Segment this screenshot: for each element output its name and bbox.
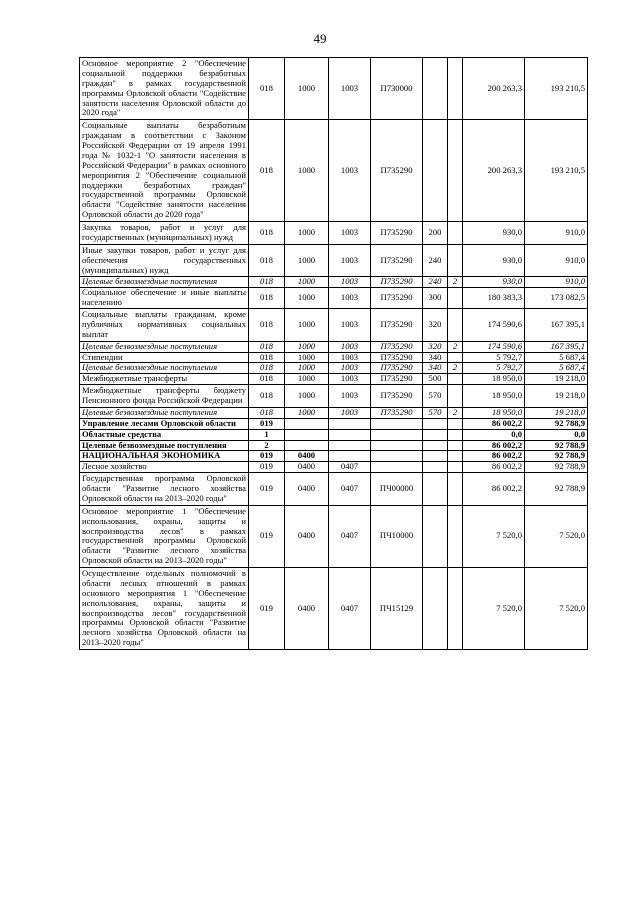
- amount-first: 930,0: [463, 222, 525, 245]
- amount-first: 200 263,3: [463, 58, 525, 120]
- amount-second: 19 218,0: [525, 374, 588, 385]
- expense-type: 240: [423, 277, 448, 288]
- source-code: [448, 288, 463, 309]
- source-code: [448, 505, 463, 567]
- amount-first: 5 792,7: [463, 352, 525, 363]
- source-code: [448, 222, 463, 245]
- table-row: [80, 407, 588, 418]
- admin-code: 019: [249, 462, 285, 473]
- expense-type: 300: [423, 288, 448, 309]
- expense-type: [423, 473, 448, 506]
- amount-second: 910,0: [525, 222, 588, 245]
- subsection-code: 1003: [329, 341, 371, 352]
- admin-code: 018: [249, 222, 285, 245]
- row-name: Целевые безвозмездные поступления: [80, 440, 249, 451]
- amount-second: 7 520,0: [525, 568, 588, 650]
- section-code: 1000: [285, 58, 329, 120]
- section-code: [285, 418, 329, 429]
- expense-type: [423, 505, 448, 567]
- expense-type: 320: [423, 341, 448, 352]
- expense-type: 340: [423, 363, 448, 374]
- subsection-code: 1003: [329, 309, 371, 342]
- expense-type: 570: [423, 385, 448, 408]
- row-name: Основное мероприятие 2 "Обеспечение социальной поддержки безработных граждан" в рамках государственной программы Орловской области "Содействие занятости населения Орловской области до 2020 года": [80, 58, 249, 120]
- source-code: [448, 352, 463, 363]
- target-code: П730000: [371, 58, 423, 120]
- target-code: П735290: [371, 341, 423, 352]
- amount-first: 174 590,6: [463, 309, 525, 342]
- target-code: ПЧ10000: [371, 505, 423, 567]
- source-code: [448, 462, 463, 473]
- section-code: 1000: [285, 374, 329, 385]
- amount-first: 930,0: [463, 277, 525, 288]
- amount-second: 193 210,5: [525, 58, 588, 120]
- target-code: ПЧ00000: [371, 473, 423, 506]
- admin-code: 018: [249, 58, 285, 120]
- amount-first: 930,0: [463, 244, 525, 277]
- section-code: 0400: [285, 473, 329, 506]
- expense-type: 500: [423, 374, 448, 385]
- section-code: 1000: [285, 222, 329, 245]
- expense-type: [423, 462, 448, 473]
- admin-code: 019: [249, 418, 285, 429]
- subsection-code: 1003: [329, 288, 371, 309]
- admin-code: 1: [249, 429, 285, 440]
- amount-second: 0,0: [525, 429, 588, 440]
- source-code: [448, 568, 463, 650]
- section-code: 1000: [285, 277, 329, 288]
- row-name: Закупка товаров, работ и услуг для государственных (муниципальных) нужд: [80, 222, 249, 245]
- target-code: П735290: [371, 277, 423, 288]
- admin-code: 019: [249, 568, 285, 650]
- section-code: 1000: [285, 244, 329, 277]
- row-name: Управление лесами Орловской области: [80, 418, 249, 429]
- amount-second: 92 788,9: [525, 418, 588, 429]
- amount-second: 19 218,0: [525, 385, 588, 408]
- subsection-code: 1003: [329, 222, 371, 245]
- expense-type: [423, 568, 448, 650]
- target-code: П735290: [371, 352, 423, 363]
- expense-type: [423, 120, 448, 222]
- section-code: 0400: [285, 505, 329, 567]
- expense-type: 240: [423, 244, 448, 277]
- amount-first: 200 263,3: [463, 120, 525, 222]
- row-name: Иные закупки товаров, работ и услуг для обеспечения государственных (муниципальных) нужд: [80, 244, 249, 277]
- admin-code: 018: [249, 352, 285, 363]
- target-code: [371, 429, 423, 440]
- target-code: П735290: [371, 288, 423, 309]
- table-row: [80, 385, 588, 408]
- expense-type: [423, 451, 448, 462]
- table-row: [80, 352, 588, 363]
- row-name: Социальные выплаты гражданам, кроме публичных нормативных социальных выплат: [80, 309, 249, 342]
- amount-second: 167 395,1: [525, 309, 588, 342]
- section-code: 1000: [285, 309, 329, 342]
- target-code: [371, 451, 423, 462]
- row-name: Социальные выплаты безработным гражданам в соответствии с Законом Российской Федерации от 19 апреля 1991 года № 1032-1 "О занятости населения в Российской Федерации" в рамках основного мероприятия 2 "Обеспечение социальной поддержки безработных граждан" государственной программы Орловской области "Содействие занятости населения Орловской области до 2020 года": [80, 120, 249, 222]
- expense-type: 320: [423, 309, 448, 342]
- table-row: [80, 222, 588, 245]
- amount-first: 7 520,0: [463, 505, 525, 567]
- subsection-code: [329, 451, 371, 462]
- target-code: [371, 462, 423, 473]
- target-code: П735290: [371, 374, 423, 385]
- amount-second: 193 210,5: [525, 120, 588, 222]
- source-code: 2: [448, 341, 463, 352]
- table-row: [80, 440, 588, 451]
- admin-code: 018: [249, 309, 285, 342]
- section-code: 1000: [285, 120, 329, 222]
- admin-code: 018: [249, 385, 285, 408]
- row-name: Целевые безвозмездные поступления: [80, 363, 249, 374]
- expense-type: [423, 418, 448, 429]
- subsection-code: [329, 440, 371, 451]
- target-code: П735290: [371, 244, 423, 277]
- section-code: 1000: [285, 407, 329, 418]
- table-row: [80, 451, 588, 462]
- amount-second: 92 788,9: [525, 462, 588, 473]
- subsection-code: 1003: [329, 352, 371, 363]
- section-code: 0400: [285, 568, 329, 650]
- target-code: П735290: [371, 120, 423, 222]
- amount-second: 5 687,4: [525, 352, 588, 363]
- amount-first: 86 002,2: [463, 451, 525, 462]
- row-name: Межбюджетные трансферты: [80, 374, 249, 385]
- table-row: [80, 309, 588, 342]
- target-code: П735290: [371, 407, 423, 418]
- source-code: [448, 309, 463, 342]
- amount-first: 18 950,0: [463, 374, 525, 385]
- admin-code: 018: [249, 407, 285, 418]
- row-name: Целевые безвозмездные поступления: [80, 277, 249, 288]
- amount-second: 173 082,5: [525, 288, 588, 309]
- admin-code: 018: [249, 120, 285, 222]
- source-code: [448, 473, 463, 506]
- table-row: [80, 58, 588, 120]
- row-name: Основное мероприятие 1 "Обеспечение использования, охраны, защиты и воспроизводства лесов" в рамках государственной программы Орловской области "Развитие лесного хозяйства Орловской области на 2013–2020 годы": [80, 505, 249, 567]
- table-row: [80, 341, 588, 352]
- amount-first: 86 002,2: [463, 473, 525, 506]
- table-row: [80, 277, 588, 288]
- source-code: [448, 244, 463, 277]
- subsection-code: 1003: [329, 244, 371, 277]
- amount-second: 7 520,0: [525, 505, 588, 567]
- amount-second: 92 788,9: [525, 451, 588, 462]
- amount-second: 910,0: [525, 244, 588, 277]
- admin-code: 019: [249, 473, 285, 506]
- amount-first: 174 590,6: [463, 341, 525, 352]
- table-row: [80, 374, 588, 385]
- subsection-code: 1003: [329, 385, 371, 408]
- source-code: [448, 120, 463, 222]
- source-code: [448, 374, 463, 385]
- source-code: [448, 451, 463, 462]
- section-code: [285, 440, 329, 451]
- source-code: [448, 58, 463, 120]
- section-code: 0400: [285, 451, 329, 462]
- amount-second: 167 395,1: [525, 341, 588, 352]
- amount-first: 86 002,2: [463, 440, 525, 451]
- amount-first: 180 383,3: [463, 288, 525, 309]
- amount-first: 86 002,2: [463, 418, 525, 429]
- table-row: [80, 505, 588, 567]
- table-row: [80, 120, 588, 222]
- source-code: 2: [448, 277, 463, 288]
- expense-type: 200: [423, 222, 448, 245]
- table-row: [80, 288, 588, 309]
- row-name: Лесное хозяйство: [80, 462, 249, 473]
- admin-code: 018: [249, 277, 285, 288]
- table-row: [80, 244, 588, 277]
- subsection-code: 0407: [329, 462, 371, 473]
- expense-type: 570: [423, 407, 448, 418]
- amount-first: 7 520,0: [463, 568, 525, 650]
- row-name: НАЦИОНАЛЬНАЯ ЭКОНОМИКА: [80, 451, 249, 462]
- section-code: 1000: [285, 341, 329, 352]
- row-name: Осуществление отдельных полномочий в области лесных отношений в рамках основного мероприятия 1 "Обеспечение использования, охраны, защиты и воспроизводства лесов" государственной программы Орловской области "Развитие лесного хозяйства Орловской области на 2013–2020 годы": [80, 568, 249, 650]
- source-code: [448, 385, 463, 408]
- admin-code: 2: [249, 440, 285, 451]
- budget-table: [79, 57, 588, 650]
- target-code: [371, 418, 423, 429]
- row-name: Социальное обеспечение и иные выплаты населению: [80, 288, 249, 309]
- row-name: Целевые безвозмездные поступления: [80, 341, 249, 352]
- subsection-code: 1003: [329, 407, 371, 418]
- subsection-code: 1003: [329, 277, 371, 288]
- table-row: [80, 462, 588, 473]
- table-row: [80, 568, 588, 650]
- expense-type: [423, 440, 448, 451]
- table-row: [80, 418, 588, 429]
- target-code: П735290: [371, 309, 423, 342]
- admin-code: 018: [249, 363, 285, 374]
- table-row: [80, 429, 588, 440]
- subsection-code: 0407: [329, 568, 371, 650]
- section-code: 1000: [285, 288, 329, 309]
- amount-first: 86 002,2: [463, 462, 525, 473]
- table-row: [80, 473, 588, 506]
- subsection-code: 1003: [329, 120, 371, 222]
- amount-second: 19 218,0: [525, 407, 588, 418]
- section-code: 0400: [285, 462, 329, 473]
- section-code: 1000: [285, 352, 329, 363]
- source-code: [448, 440, 463, 451]
- row-name: Межбюджетные трансферты бюджету Пенсионного фонда Российской Федерации: [80, 385, 249, 408]
- source-code: 2: [448, 407, 463, 418]
- table-row: [80, 363, 588, 374]
- admin-code: 018: [249, 244, 285, 277]
- amount-second: 5 687,4: [525, 363, 588, 374]
- subsection-code: [329, 429, 371, 440]
- admin-code: 019: [249, 505, 285, 567]
- subsection-code: 0407: [329, 473, 371, 506]
- source-code: [448, 429, 463, 440]
- amount-first: 5 792,7: [463, 363, 525, 374]
- row-name: Стипендии: [80, 352, 249, 363]
- target-code: П735290: [371, 363, 423, 374]
- target-code: П735290: [371, 222, 423, 245]
- amount-first: 18 950,0: [463, 407, 525, 418]
- subsection-code: 1003: [329, 363, 371, 374]
- row-name: Областные средства: [80, 429, 249, 440]
- target-code: ПЧ15129: [371, 568, 423, 650]
- source-code: 2: [448, 363, 463, 374]
- subsection-code: 0407: [329, 505, 371, 567]
- subsection-code: 1003: [329, 374, 371, 385]
- expense-type: [423, 58, 448, 120]
- amount-first: 18 950,0: [463, 385, 525, 408]
- subsection-code: 1003: [329, 58, 371, 120]
- amount-second: 910,0: [525, 277, 588, 288]
- admin-code: 018: [249, 374, 285, 385]
- source-code: [448, 418, 463, 429]
- section-code: [285, 429, 329, 440]
- admin-code: 018: [249, 288, 285, 309]
- row-name: Целевые безвозмездные поступления: [80, 407, 249, 418]
- section-code: 1000: [285, 363, 329, 374]
- amount-second: 92 788,9: [525, 440, 588, 451]
- expense-type: [423, 429, 448, 440]
- row-name: Государственная программа Орловской области "Развитие лесного хозяйства Орловской области на 2013–2020 годы": [80, 473, 249, 506]
- amount-first: 0,0: [463, 429, 525, 440]
- subsection-code: [329, 418, 371, 429]
- page-number: 49: [313, 31, 327, 46]
- admin-code: 018: [249, 341, 285, 352]
- expense-type: 340: [423, 352, 448, 363]
- section-code: 1000: [285, 385, 329, 408]
- target-code: П735290: [371, 385, 423, 408]
- target-code: [371, 440, 423, 451]
- admin-code: 019: [249, 451, 285, 462]
- amount-second: 92 788,9: [525, 473, 588, 506]
